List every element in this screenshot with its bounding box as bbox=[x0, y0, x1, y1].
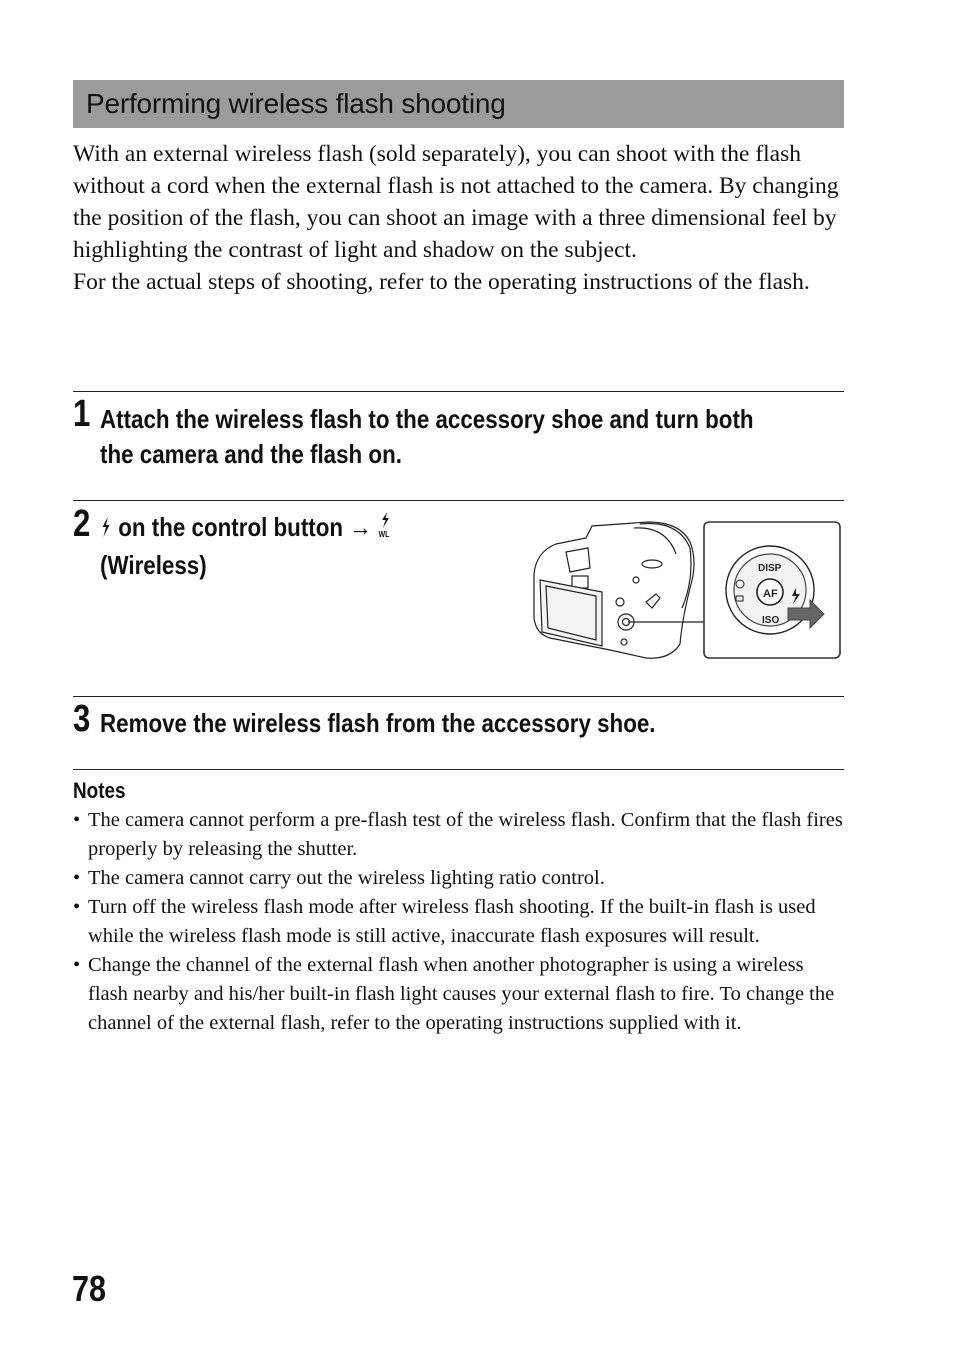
step-2-text bbox=[100, 510, 393, 583]
page-number: 78 bbox=[72, 1268, 107, 1309]
flash-wireless-icon bbox=[378, 511, 393, 548]
section-title: Performing wireless flash shooting bbox=[86, 88, 506, 119]
notes-title: Notes bbox=[73, 778, 126, 803]
notes-list bbox=[73, 806, 848, 1038]
svg-text:WL: WL bbox=[378, 529, 390, 539]
dial-label-bottom: ISO bbox=[762, 615, 780, 626]
intro-paragraph-1: With an external wireless flash (sold separately), you can shoot with the flash without a cord when the external flash is not attached to the camera. By changing the position of the flash, you can shoot an image with a three dimensional feel by highlighting the contrast of light and shadow on the subject. bbox=[73, 141, 839, 263]
step-3-number: 3 bbox=[73, 698, 91, 740]
note-item: • The camera cannot carry out the wireless lighting ratio control. bbox=[73, 864, 848, 893]
step-1-number: 1 bbox=[73, 393, 91, 435]
note-item: • Change the channel of the external flash when another photographer is using a wireless flash nearby and his/her built-in flash light causes your external flash to fire. To change the channel of the external flash, refer to the operating instructions supplied with it. bbox=[73, 951, 848, 1038]
divider bbox=[73, 769, 844, 770]
camera-illustration bbox=[530, 518, 842, 662]
step-1-line-2: the camera and the flash on. bbox=[100, 439, 402, 469]
step-2-line-2: (Wireless) bbox=[100, 549, 207, 580]
intro-text bbox=[73, 138, 848, 298]
step-2-text-a: on the control button bbox=[118, 512, 344, 542]
section-header bbox=[73, 80, 844, 128]
step-1-text bbox=[100, 402, 754, 472]
step-1-line-1: Attach the wireless flash to the accessory shoe and turn both bbox=[100, 404, 754, 434]
note-item: • The camera cannot perform a pre-flash test of the wireless flash. Confirm that the flash fires properly by releasing the shutter. bbox=[73, 806, 848, 864]
dial-label-top: DISP bbox=[758, 563, 782, 574]
note-item: • Turn off the wireless flash mode after wireless flash shooting. If the built-in flash is used while the wireless flash mode is still active, inaccurate flash exposures will result. bbox=[73, 893, 848, 951]
step-2-number: 2 bbox=[73, 503, 91, 545]
dial-label-center: AF bbox=[763, 588, 778, 600]
divider bbox=[73, 500, 844, 501]
divider bbox=[73, 696, 844, 697]
step-3-text: Remove the wireless flash from the accessory shoe. bbox=[100, 708, 656, 738]
step-2-line-1 bbox=[100, 510, 393, 548]
divider bbox=[73, 391, 844, 392]
intro-paragraph-2: For the actual steps of shooting, refer to the operating instructions of the flash. bbox=[73, 269, 810, 295]
flash-icon bbox=[100, 512, 112, 547]
arrow-icon: → bbox=[349, 512, 372, 542]
